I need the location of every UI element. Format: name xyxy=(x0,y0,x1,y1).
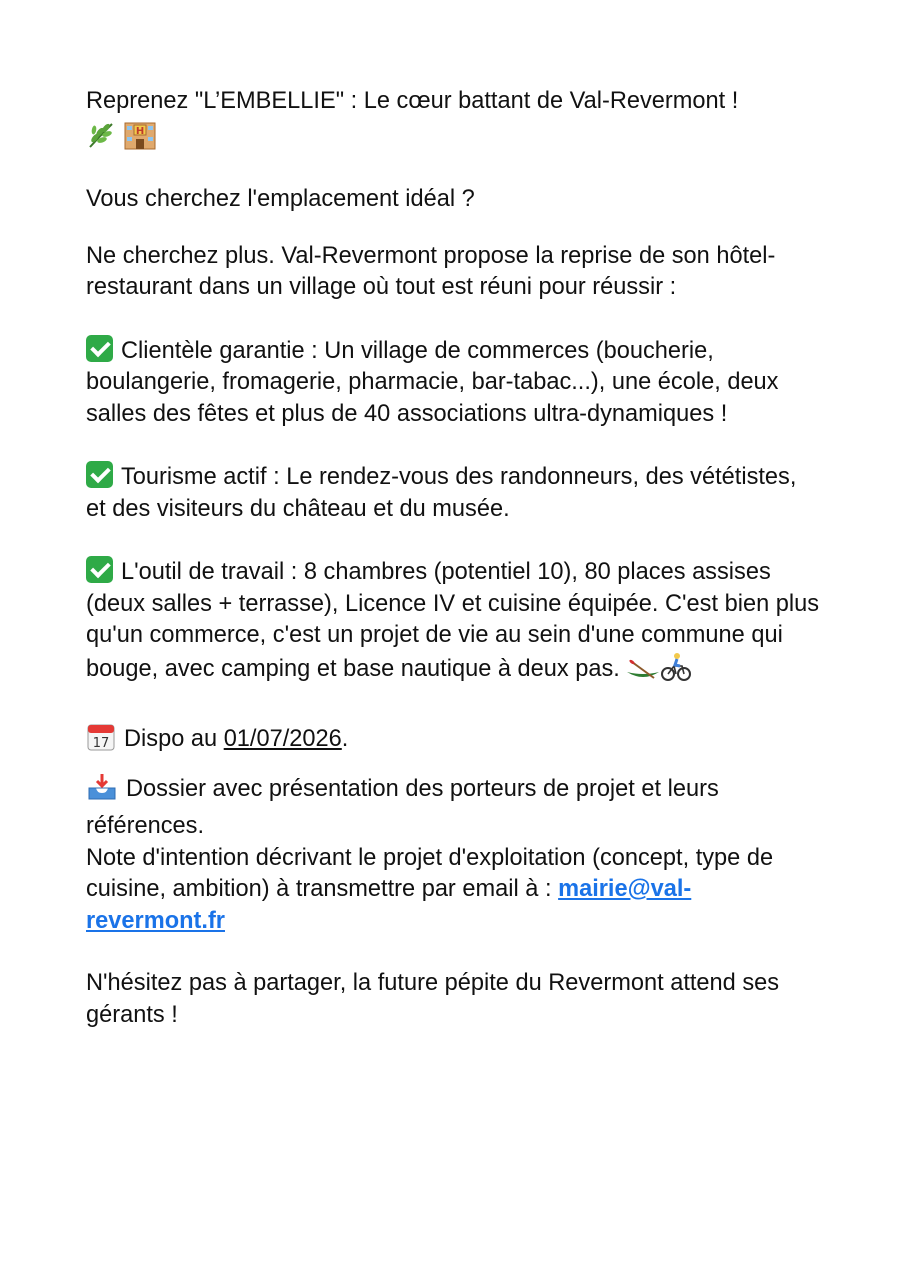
svg-text:17: 17 xyxy=(92,736,110,751)
calendar-icon xyxy=(86,722,116,762)
dossier-line xyxy=(86,772,821,843)
point-outil-text: L'outil de travail : 8 chambres (potentiel 10), 80 places assises (deux salles + terrasse), Licence IV et cuisine équipée. C'est bien plus qu'un commerce, c'est un projet de vie au sein d'une commune qui bouge, avec camping et base nautique à deux pas. xyxy=(86,559,820,682)
check-mark-icon xyxy=(86,335,113,362)
dispo-line xyxy=(86,722,821,762)
point-clientele xyxy=(86,335,821,431)
dossier-text: Dossier avec présentation des porteurs de projet et leurs références. xyxy=(86,775,719,839)
title-icons xyxy=(86,120,821,160)
check-mark-icon xyxy=(86,461,113,488)
title-text: Reprenez "L’EMBELLIE" : Le cœur battant de Val-Revermont ! xyxy=(86,88,739,114)
point-tourisme-text: Tourisme actif : Le rendez-vous des randonneurs, des vététistes, et des visiteurs du château et du musée. xyxy=(86,464,797,522)
canoe-icon xyxy=(626,656,660,692)
question: Vous cherchez l'emplacement idéal ? xyxy=(86,186,475,212)
herb-icon xyxy=(86,120,116,160)
email-link[interactable]: mairie@val-revermont.fr xyxy=(86,876,692,934)
inbox-tray-icon xyxy=(86,772,118,812)
note-paragraph xyxy=(86,843,821,938)
hotel-icon xyxy=(123,120,157,160)
note-text: Note d'intention décrivant le projet d'exploitation (concept, type de cuisine, ambition) à transmettre par email à : xyxy=(86,844,774,902)
document-body xyxy=(86,86,821,1031)
point-tourisme xyxy=(86,461,821,525)
dispo-suffix: . xyxy=(341,726,349,752)
point-clientele-text: Clientèle garantie : Un village de commerces (boucherie, boulangerie, fromagerie, pharmacie, bar-tabac...), une école, deux salles des fêtes et plus de 40 associations ultra-dynamiques ! xyxy=(86,337,779,427)
cyclist-icon xyxy=(660,652,692,692)
svg-text:H: H xyxy=(135,125,144,137)
check-mark-icon xyxy=(86,556,113,583)
intro-paragraph: Ne cherchez plus. Val-Revermont propose la reprise de son hôtel-restaurant dans un village où tout est réuni pour réussir : xyxy=(86,242,776,300)
closing-paragraph: N'hésitez pas à partager, la future pépite du Revermont attend ses gérants ! xyxy=(86,970,780,1028)
dispo-date-link[interactable]: 01/07/2026 xyxy=(223,726,342,752)
dispo-prefix: Dispo au xyxy=(124,726,218,752)
doc-title xyxy=(86,86,821,118)
point-outil xyxy=(86,556,821,691)
